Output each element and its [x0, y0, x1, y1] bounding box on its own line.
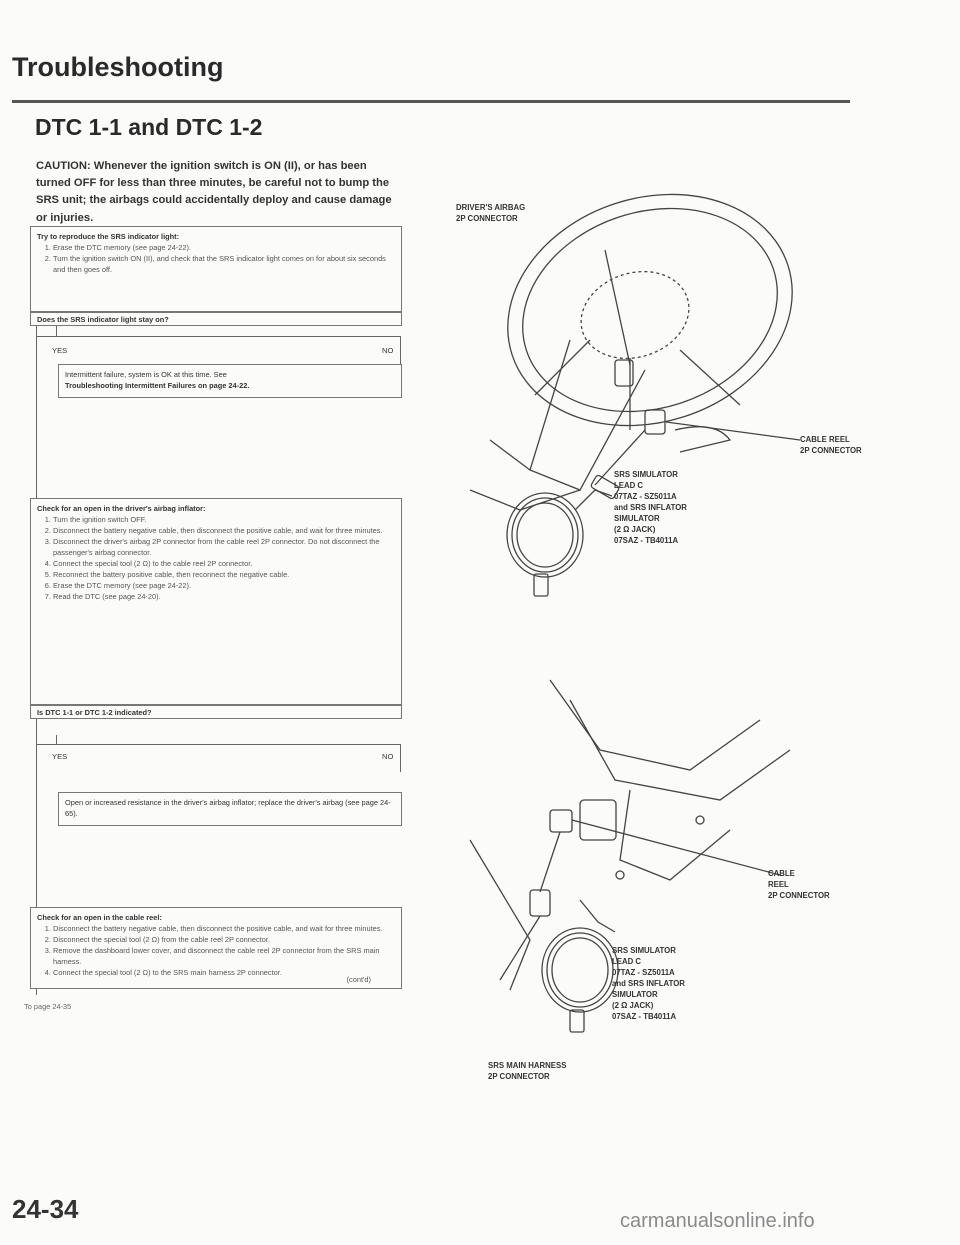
- step-box-cable-reel: [30, 907, 402, 989]
- watermark: carmanualsonline.info: [620, 1210, 815, 1232]
- question-text: Does the SRS indicator light stay on?: [37, 315, 169, 324]
- label-drivers-airbag: DRIVER'S AIRBAG 2P CONNECTOR: [456, 203, 526, 223]
- no-label: NO: [382, 752, 394, 761]
- leader-cable-reel: [666, 422, 800, 440]
- box-step: 4. Connect the special tool (2 Ω) to the SRS main harness 2P connector.: [53, 967, 395, 978]
- leader-airbag: [605, 250, 630, 365]
- simulator-coil-2: [542, 928, 618, 1012]
- harness-connector: [530, 890, 550, 916]
- cable-reel-housing: [675, 427, 730, 452]
- box-step: 3. Remove the dashboard lower cover, and disconnect the cable reel 2P connector from the SRS main harness.: [53, 945, 395, 967]
- box-heading: Check for an open in the cable reel:: [37, 913, 162, 922]
- simulator-jack-2: [570, 1010, 584, 1032]
- box-heading: Check for an open in the driver's airbag inflator:: [37, 504, 206, 513]
- steering-column: [530, 340, 645, 490]
- box-step: 4. Connect the special tool (2 Ω) to the cable reel 2P connector.: [53, 558, 395, 569]
- flow-line: [400, 744, 401, 772]
- step-box-inflator: [30, 498, 402, 705]
- box-step: 5. Reconnect the battery positive cable, then reconnect the negative cable.: [53, 569, 395, 580]
- steering-wheel-rim-inner: [496, 190, 804, 443]
- simulator-lead-2: [580, 900, 615, 932]
- box-heading: Try to reproduce the SRS indicator light:: [37, 232, 180, 241]
- no-label: NO: [382, 346, 394, 355]
- flow-line: [56, 735, 57, 744]
- label-cable-reel-2: CABLE REEL 2P CONNECTOR: [768, 869, 830, 900]
- box-step: 1. Erase the DTC memory (see page 24-22).: [53, 242, 395, 253]
- flow-line: [36, 296, 37, 498]
- flow-line: [36, 744, 401, 745]
- dash-bracket: [580, 800, 616, 840]
- caution-text: CAUTION: Whenever the ignition switch is ON (II), or has been turned OFF for less than three minutes, be careful not to bump the SRS unit; the airbags could accidentally deploy and cause damage or injuries.: [36, 160, 392, 224]
- box-step: 6. Erase the DTC memory (see page 24-22).: [53, 580, 395, 591]
- flow-line: [400, 336, 401, 364]
- result-box-inflator: [58, 792, 402, 826]
- result-text: Intermittent failure, system is OK at this time. See: [65, 370, 227, 379]
- header-title: Troubleshooting: [12, 52, 224, 82]
- box-step: 2. Disconnect the special tool (2 Ω) from the cable reel 2P connector.: [53, 934, 395, 945]
- label-cable-reel: CABLE REEL 2P CONNECTOR: [800, 435, 862, 455]
- connector-wire: [540, 832, 560, 892]
- yes-label: YES: [52, 346, 68, 355]
- steering-wheel-diagram: [430, 190, 850, 630]
- result-box-intermittent: [58, 364, 402, 398]
- continued-label: (cont'd): [346, 975, 371, 984]
- label-srs-main-harness: SRS MAIN HARNESS 2P CONNECTOR: [488, 1061, 567, 1081]
- to-page-label: To page 24-35: [24, 1002, 72, 1011]
- label-srs-simulator: SRS SIMULATOR LEAD C 07TAZ - SZ5011A and SRS INFLATOR SIMULATOR (2 Ω JACK) 07SAZ - TB4011A: [614, 470, 687, 545]
- leader-cable-reel-2: [572, 820, 780, 875]
- question-box: [30, 312, 402, 326]
- flow-line: [36, 705, 37, 907]
- box-step: 3. Disconnect the driver's airbag 2P connector from the cable reel 2P connector. Do not disconnect the passenger's airbag connector.: [53, 536, 395, 558]
- question-text: Is DTC 1-1 or DTC 1-2 indicated?: [37, 708, 152, 717]
- box-step: 2. Turn the ignition switch ON (II), and check that the SRS indicator light comes on for about six seconds and then goes off.: [53, 253, 395, 275]
- result-link: Troubleshooting Intermittent Failures on page 24-22.: [65, 381, 250, 390]
- section-title: DTC 1-1 and DTC 1-2: [35, 114, 263, 140]
- harness-wire: [470, 840, 530, 990]
- box-step: 1. Disconnect the battery negative cable, then disconnect the positive cable, and wait for three minutes.: [53, 923, 395, 934]
- simulator-lead: [575, 490, 612, 510]
- header-rule: [12, 100, 850, 103]
- box-step: 7. Read the DTC (see page 24-20).: [53, 591, 395, 602]
- page-number: 24-34: [12, 1194, 79, 1224]
- box-step: 2. Disconnect the battery negative cable, then disconnect the positive cable, and wait for three minutes.: [53, 525, 395, 536]
- yes-label: YES: [52, 752, 68, 761]
- result-text: Open or increased resistance in the driver's airbag inflator; replace the driver's airbag (see page 24-65).: [65, 798, 391, 818]
- flow-line: [36, 336, 401, 337]
- dash-panel-edge: [550, 680, 760, 770]
- cable-reel-connector-2: [550, 810, 572, 832]
- question-box: [30, 705, 402, 719]
- step-box-reproduce: [30, 226, 402, 312]
- steering-column-lower: [620, 790, 730, 880]
- leader-harness: [500, 916, 540, 980]
- box-step: 1. Turn the ignition switch OFF.: [53, 514, 395, 525]
- airbag-pad: [570, 258, 701, 372]
- label-srs-simulator-2: SRS SIMULATOR LEAD C 07TAZ - SZ5011A and SRS INFLATOR SIMULATOR (2 Ω JACK) 07SAZ - TB4011A: [612, 946, 685, 1021]
- simulator-coil: [507, 493, 583, 577]
